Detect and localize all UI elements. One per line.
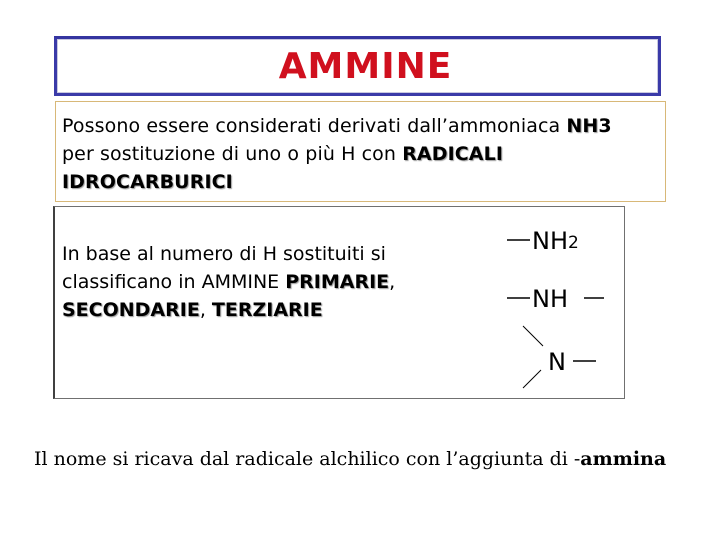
definition-text: Possono essere considerati derivati dall’ammoniaca: [62, 115, 567, 137]
secondary-amine-label: NH: [532, 285, 568, 313]
primary-amine-label: NH2: [532, 227, 579, 255]
footer-sentence: Il nome si ricava dal radicale alchilico con l’aggiunta di -: [34, 448, 581, 470]
tertiary-bond-down: [523, 370, 541, 388]
definition-box: [55, 101, 666, 202]
amine-structures: [495, 219, 625, 389]
tertiary-amine-label: N: [548, 348, 566, 376]
ammonia-subscript: 3: [598, 115, 612, 137]
page-title: AMMINE: [278, 45, 453, 87]
title-box: [54, 36, 661, 96]
classification-line1: In base al numero di H sostituiti si: [62, 243, 386, 265]
comma-1: ,: [389, 271, 396, 293]
primarie-label: PRIMARIE: [285, 271, 390, 293]
radicali-emphasis: RADICALI IDROCARBURICI: [62, 143, 503, 193]
classification-line2: classificano in AMMINE: [62, 271, 286, 293]
ammina-suffix: ammina: [580, 448, 667, 470]
ammonia-formula: NH: [566, 115, 599, 137]
secondarie-label: SECONDARIE: [62, 299, 200, 321]
tertiary-bond-up: [523, 326, 543, 346]
classification-text: [62, 240, 482, 324]
comma-2: ,: [199, 299, 212, 321]
footer-text: [34, 445, 694, 473]
terziarie-label: TERZIARIE: [211, 299, 323, 321]
classification-box: [53, 206, 625, 399]
definition-text-line2: per sostituzione di uno o più H con: [62, 143, 403, 165]
